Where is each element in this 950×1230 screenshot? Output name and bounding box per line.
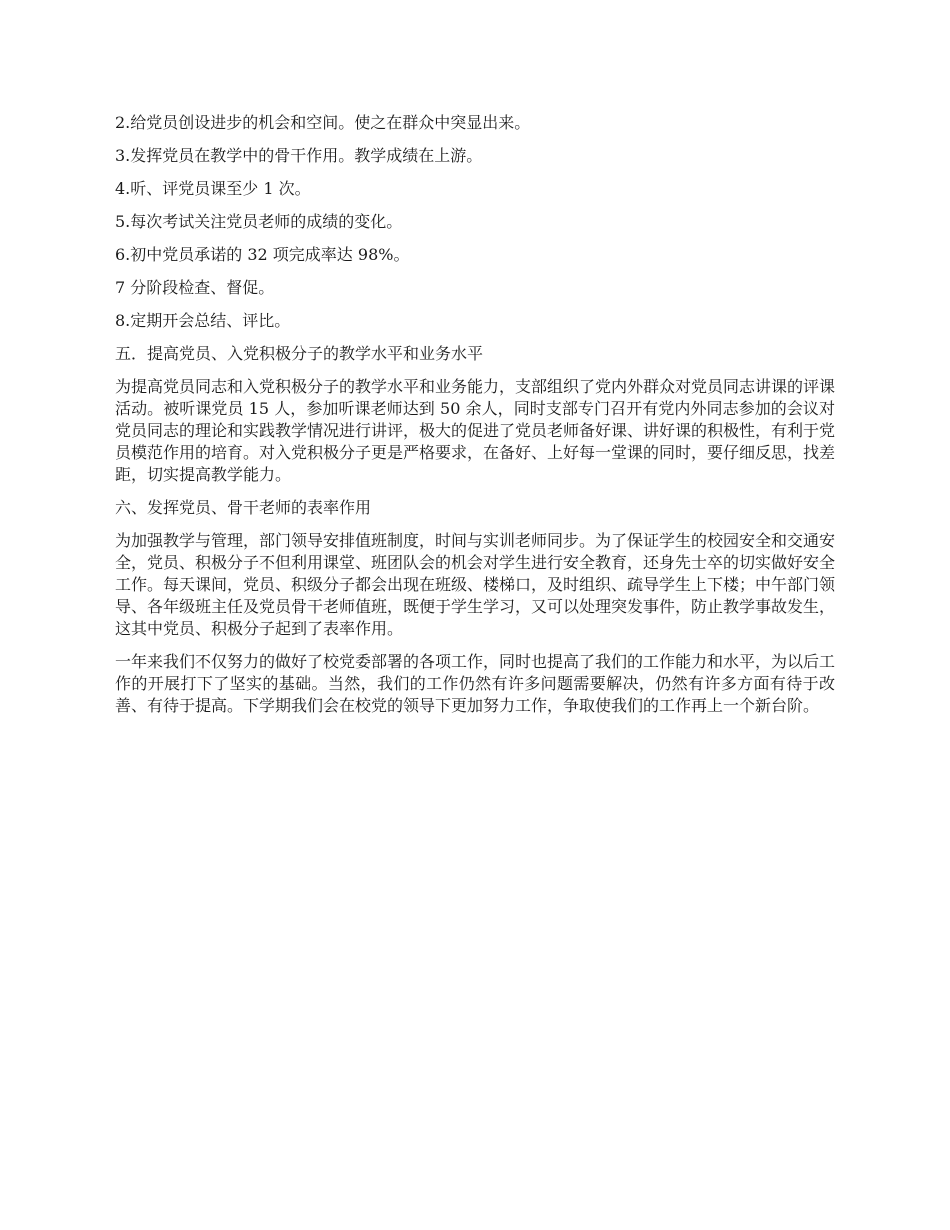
closing-paragraph: 一年来我们不仅努力的做好了校党委部署的各项工作，同时也提高了我们的工作能力和水平，为以后工作的开展打下了坚实的基础。当然，我们的工作仍然有许多问题需要解决，仍然有许多方面有待于改善、有待于提高。下学期我们会在校党的领导下更加努力工作，争取使我们的工作再上一个新台阶。: [115, 652, 836, 715]
list-item-8: 8.定期开会总结、评比。: [115, 311, 291, 330]
list-item-7: 7 分阶段检查、督促。: [115, 278, 275, 297]
section-5-paragraph: 为提高党员同志和入党积极分子的教学水平和业务能力，支部组织了党内外群众对党员同志讲课的评课活动。被听课党员 15 人，参加听课老师达到 50 余人，同时支部专门召开有党内外同志参加的会议对党员同志的理论和实践教学情况进行讲评，极大的促进了党员老师备好课、讲好课的积极性，有利于党员模范作用的培育。对入党积极分子更是严格要求，在备好、上好每一堂课的同时，要仔细反思，找差距，切实提高教学能力。: [115, 377, 836, 484]
list-item-4: 4.听、评党员课至少 1 次。: [115, 179, 311, 198]
list-item-5: 5.每次考试关注党员老师的成绩的变化。: [115, 212, 403, 231]
list-item-6: 6.初中党员承诺的 32 项完成率达 98%。: [115, 245, 410, 264]
section-6-paragraph: 为加强教学与管理，部门领导安排值班制度，时间与实训老师同步。为了保证学生的校园安全和交通安全，党员、积极分子不但利用课堂、班团队会的机会对学生进行安全教育，还身先士卒的切实做好安全工作。每天课间，党员、积级分子都会出现在班级、楼梯口，及时组织、疏导学生上下楼；中午部门领导、各年级班主任及党员骨干老师值班，既便于学生学习，又可以处理突发事件，防止教学事故发生，这其中党员、积极分子起到了表率作用。: [115, 531, 836, 638]
section-5-heading: 五．提高党员、入党积极分子的教学水平和业务水平: [115, 344, 484, 363]
list-item-3: 3.发挥党员在教学中的骨干作用。教学成绩在上游。: [115, 146, 483, 165]
list-item-2: 2.给党员创设进步的机会和空间。使之在群众中突显出来。: [115, 113, 531, 132]
section-6-heading: 六、发挥党员、骨干老师的表率作用: [115, 498, 372, 517]
